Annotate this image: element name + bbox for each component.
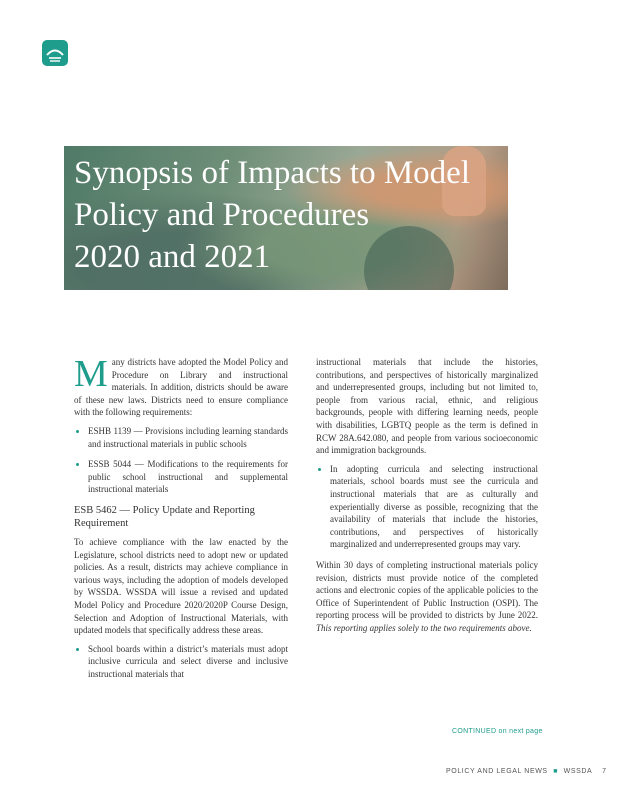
page-footer [446, 768, 607, 775]
continued-link[interactable]: CONTINUED on next page [452, 728, 543, 735]
adoption-list [316, 463, 538, 551]
reporting-text: Within 30 days of completing instructional materials policy revision, districts must provide notice of the completed actions and electronic copies of the applicable policies to the Office of Superintendent of Public Instruction (OSPI). The reporting process will be provided to districts by June 2022. [316, 559, 538, 621]
hero-banner [64, 146, 508, 290]
bullet-continuation: instructional materials that include the histories, contributions, and perspectives of historically marginalized and underrepresented groups, including but not limited to, people from various racial, ethnic, and religious backgrounds, people with differing learning needs, people with disabilities, LGBTQ people as the term is defined in RCW 28A.642.080, and people from various socioeconomic and immigration backgrounds. [316, 357, 538, 456]
title-line-1: Synopsis of Impacts to Model [74, 155, 470, 191]
body-paragraph: To achieve compliance with the law enacted by the Legislature, school districts need to adopt new or updated policies. As a result, districts may achieve compliance in various ways, including the adoption of models developed by WSSDA. WSSDA will issue a revised and updated Model Policy and Procedure 2020/2020P Course Design, Selection and Adoption of Instructional Materials, with updated models that specifically address these areas. [74, 536, 288, 636]
page-number: 7 [602, 768, 607, 775]
list-item: • School boards within a district’s materials must adopt inclusive curricula and select diverse and inclusive instructional materials that [88, 643, 288, 681]
footer-separator-icon: ■ [553, 768, 559, 775]
footer-label: POLICY AND LEGAL NEWS [446, 768, 548, 775]
title-line-3: 2020 and 2021 [74, 239, 271, 275]
wssda-logo-icon [42, 40, 68, 66]
intro-paragraph [74, 353, 288, 419]
reporting-note: This reporting applies solely to the two requirements above. [316, 622, 532, 633]
section-subhead: ESB 5462 — Policy Update and Reporting Requirement [74, 504, 255, 529]
title-line-2: Policy and Procedures [74, 197, 370, 233]
footer-org: WSSDA [563, 768, 592, 775]
list-item: • ESHB 1139 — Provisions including learning standards and instructional materials in public schools [88, 425, 288, 450]
requirements-list [74, 425, 288, 496]
right-column [316, 356, 538, 638]
intro-text: any districts have adopted the Model Policy and Procedure on Library and instructional materials. In addition, districts should be aware of these new laws. Districts need to ensure compliance with the following requirements: [74, 357, 288, 418]
page-title [74, 152, 470, 278]
list-item: • In adopting curricula and selecting instructional materials, school boards must see the curricula and instructional materials that are as culturally and experientially diverse as possible, recognizing that the availability of materials that include the histories, contributions, and perspectives of historically marginalized and underrepresented groups may vary. [330, 463, 538, 551]
left-column [74, 353, 288, 688]
drop-cap: M [74, 353, 108, 395]
list-item: • ESSB 5044 — Modifications to the requirements for public school instructional and supplemental instructional materials [88, 458, 288, 496]
reporting-paragraph [316, 559, 538, 635]
board-requirements-list [74, 643, 288, 681]
